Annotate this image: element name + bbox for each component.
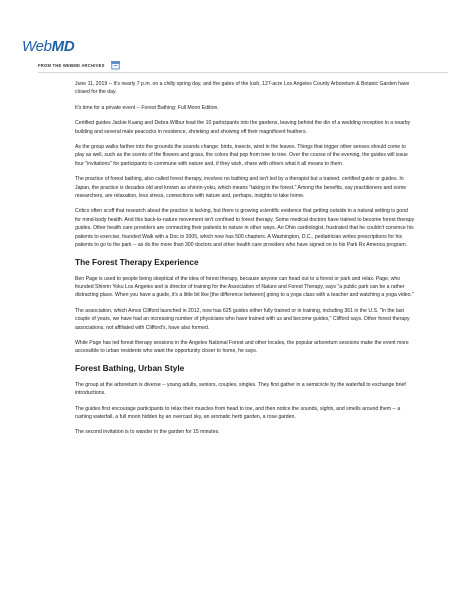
article-body	[75, 80, 415, 444]
article-paragraph: Critics often scoff that research about the practice is lacking, but there is growing scientific evidence that getting outside in a natural setting is good for mind-body health. And this back-to-nature movement isn't confined to forest therapy. Some medical doctors have trained to become forest therapy guides. Other health care providers are connecting their patients to nature in other ways. An Ohio cardiologist, frustrated that he couldn't convince his patients to exercise, founded Walk with a Doc in 2005, which now has 500 chapters. A Washington, D.C., pediatrician writes prescriptions for his patients to go to the park -- as do the more than 300 doctors and other health care providers who have signed on to his Park Rx America program.	[75, 208, 415, 249]
article-paragraph: While Page has led forest therapy sessions in the Angeles National Forest and other locales, the popular arboretum sessions make the event more accessible to urban residents who want the opportunity closer to home, he says.	[75, 339, 409, 355]
article-paragraph: Certified guides Jackie Kuang and Debra Wilbur lead the 10 participants into the gardens, leaving behind the din of a wedding reception in a nearby building and several male peacocks in residence, shrieking and showing off their magnificent feathers.	[75, 120, 411, 135]
logo-md-text: MD	[51, 38, 75, 55]
article-paragraph: The second invitation is to wander in the garden for 15 minutes.	[75, 429, 220, 436]
archive-bar	[38, 62, 448, 74]
archive-divider	[38, 72, 448, 73]
article-paragraph: It's time for a private event -- Forest Bathing: Full Moon Edition.	[75, 104, 219, 111]
article-paragraph: Ben Page is used to people being skeptical of the idea of forest therapy, because anyone can head out to a forest or park and relax. Page, who founded Shinrin Yoku Los Angeles and is director of training for the Association of Nature and Forest Therapy, says "a public park can be a rather distracting place. When you have a guide, it's a little bit like [the difference between] going to a yoga class with a teacher and watching a yoga video."	[75, 275, 414, 299]
webmd-logo[interactable]	[22, 38, 74, 55]
archive-box-icon	[110, 59, 121, 70]
article-paragraph: The practice of forest bathing, also called forest therapy, involves no bathing and isn't led by a therapist but a trained, certified guide or guides. In Japan, the practice is decades old and known as shinrin-yoku, which means "taking in the forest." Among the benefits, say practitioners and some researchers, are relaxation, less stress, connections with nature and, perhaps, insights to take home.	[75, 176, 407, 200]
article-paragraph: As the group walks farther into the grounds the sounds change: birds, insects, wind in the leaves. Things that trigger other senses should come to play as well, such as the scents of the flowers and grass, the colors that pop from tree to tree. Over the course of the evening, the guides will issue four "invitations" for participants to commune with nature and, if they wish, share with others what it all means to them.	[75, 144, 408, 167]
section-heading: Forest Bathing, Urban Style	[75, 362, 185, 373]
article-paragraph: The association, which Amos Clifford launched in 2012, now has 625 guides either fully trained or in training, including 361 in the U.S. "In the last couple of years, we have had an increasing number of physicians who have trained with us and become guides," Clifford says. Other forest therapy associations, not affiliated with Clifford's, have also formed.	[75, 307, 410, 331]
section-heading: The Forest Therapy Experience	[75, 256, 199, 267]
article-paragraph: The guides first encourage participants to relax their muscles from head to toe, and then notice the sounds, sights, and smells around them -- a rushing waterfall, a full moon hidden by an overcast sky, an aromatic herb garden, a rose garden.	[75, 405, 401, 420]
article-paragraph: June 11, 2019 -- It's nearly 7 p.m. on a chilly spring day, and the gates of the lush, 127-acre Los Angeles County Arboretum & Botanic Garden have closed for the day.	[75, 81, 410, 96]
logo-web-text: Web	[22, 38, 52, 55]
archive-label: FROM THE WEBMD ARCHIVES	[38, 63, 105, 68]
article-paragraph: The group at the arboretum is diverse -- young adults, seniors, couples, singles. They first gather in a semicircle by the waterfall to exchange brief introductions.	[75, 381, 406, 397]
